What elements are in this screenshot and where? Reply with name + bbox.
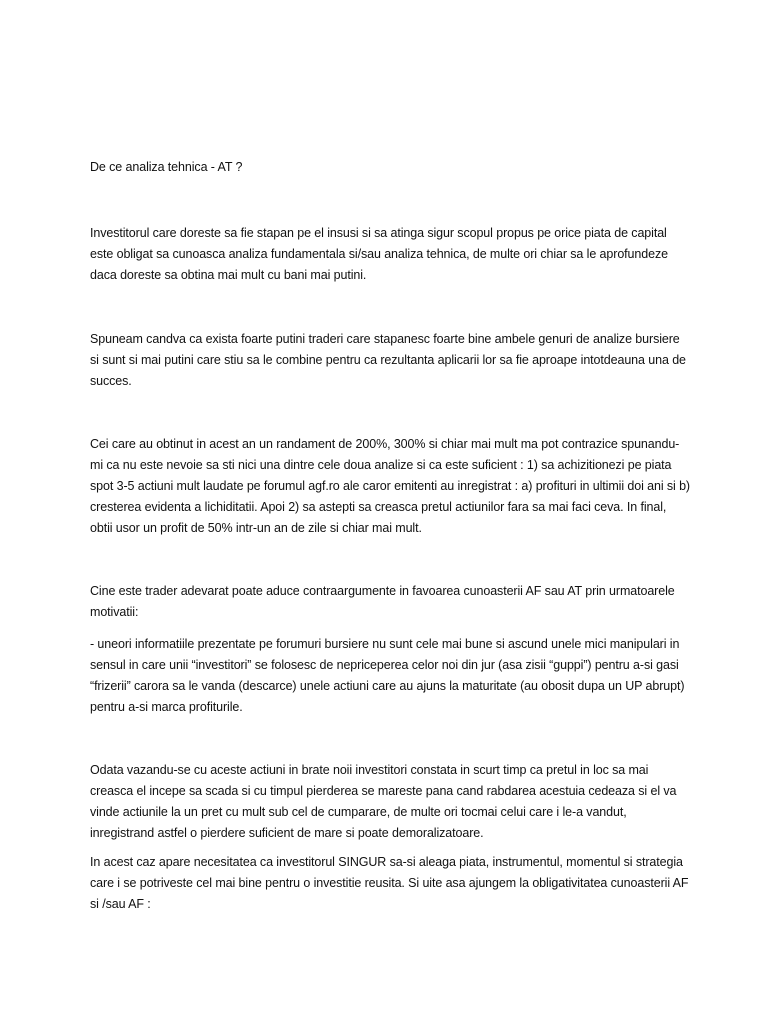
paragraph-returns: Cei care au obtinut in acest an un randament de 200%, 300% si chiar mai mult ma pot contrazice spunandu-mi ca nu este nevoie sa sti nici una dintre cele doua analize si ca este suficient : 1) sa achizitionezi pe piata spot 3-5 actiuni mult laudate pe forumul agf.ro ale caror emitenti au inregistrat : a) profituri in ultimii doi ani si b) cresterea evidenta a lichiditatii. Apoi 2) sa astepti sa creasca pretul actiunilor fara sa mai faci ceva. In final, obtii usor un profit de 50% intr-un an de zile si chiar mai mult. — [90, 437, 690, 535]
paragraph-counterarguments: Cine este trader adevarat poate aduce contraargumente in favoarea cunoasterii AF sau AT prin urmatoarele motivatii: — [90, 584, 675, 619]
paragraph-conclusion: In acest caz apare necesitatea ca investitorul SINGUR sa-si aleaga piata, instrumentul, momentul si strategia care i se potriveste cel mai bine pentru o investitie reusita. Si uite asa ajungem la obligativitatea cunoasterii AF si /sau AF : — [90, 855, 689, 911]
paragraph-forum-manipulation: - uneori informatiile prezentate pe forumuri bursiere nu sunt cele mai bune si ascund unele mici manipulari in sensul in care unii “investitori” se folosesc de nepriceperea celor noi din jur (asa zisii “guppi”) pentru a-si gasi “frizerii” carora sa le vanda (descarce) unele actiuni care au ajuns la maturitate (au obosit dupa un UP abrupt) pentru a-si marca profiturile. — [90, 637, 685, 714]
paragraph-traders: Spuneam candva ca exista foarte putini traderi care stapanesc foarte bine ambele genuri de analize bursiere si sunt si mai putini care stiu sa le combine pentru ca rezultanta aplicarii lor sa fie aproape intotdeauna una de succes. — [90, 332, 686, 388]
paragraph-intro: Investitorul care doreste sa fie stapan pe el insusi si sa atinga sigur scopul propus pe orice piata de capital este obligat sa cunoasca analiza fundamentala si/sau analiza tehnica, de multe ori chiar sa le aprofundeze daca doreste sa obtina mai mult cu bani mai putini. — [90, 226, 668, 282]
document-title: De ce analiza tehnica - AT ? — [90, 160, 243, 174]
paragraph-losses: Odata vazandu-se cu aceste actiuni in brate noii investitori constata in scurt timp ca pretul in loc sa mai creasca el incepe sa scada si cu timpul pierderea se mareste pana cand rabdarea acestuia cedeaza si el va vinde actiunile la un pret cu mult sub cel de cumparare, de multe ori tocmai celui care i le-a vandut, inregistrand astfel o pierdere suficient de mare si poate demoralizatoare. — [90, 763, 677, 840]
